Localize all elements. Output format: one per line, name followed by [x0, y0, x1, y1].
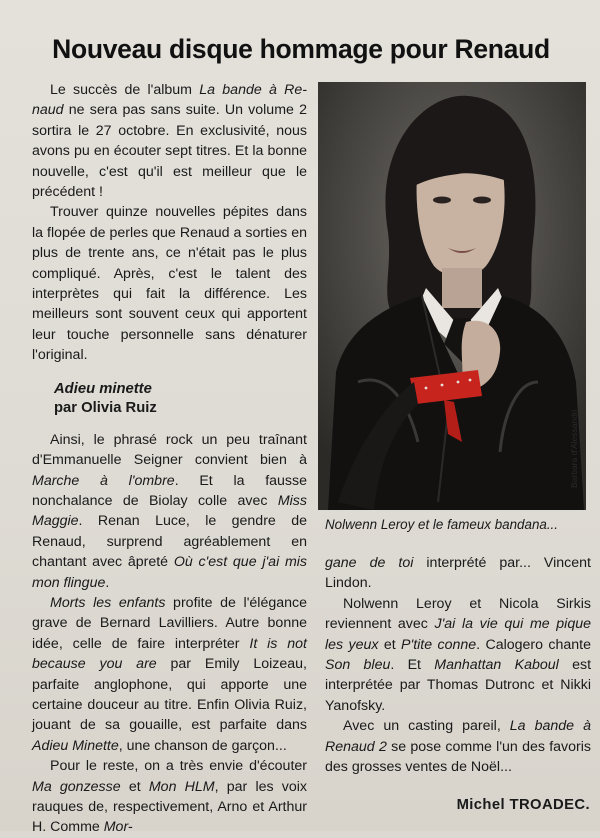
text-run: ne sera pas sans suite. Un volume 2 sortira le 27 octobre. En exclusivité, nous avons pu en écouter sept titres. Et la bonne nouvelle, c'est qu'il est meilleur que le précédent ! — [32, 102, 307, 201]
article-headline: Nouveau disque hommage pour Renaud — [52, 34, 550, 64]
text-run: . Renan Luce, le gendre de Renaud, surprend agréablement en chantant avec âpreté — [32, 513, 307, 571]
song-title: Morts les enfants — [50, 594, 166, 611]
song-title: Marche à l'ombre — [32, 472, 175, 489]
text-run: Nolwenn Leroy et Nicola Sirkis reviennent avec — [325, 595, 591, 633]
text-run: Ainsi, le phrasé rock un peu traînant d'Emmanuelle Seigner convient bien à — [32, 431, 307, 469]
album-title: La bande à Renaud 2 — [325, 718, 591, 755]
song-title: P'tite conne — [401, 636, 477, 653]
portrait-illustration — [318, 82, 586, 510]
song-title: Ma gonzesse — [32, 778, 121, 795]
text-run: profite de l'élégance grave de Bernard Lavilliers. Autre bonne idée, celle de faire interpréter — [32, 594, 307, 652]
article-subhead — [54, 380, 307, 418]
text-run: . Calogero chante — [476, 636, 591, 653]
text-run: . Et — [390, 657, 435, 674]
text-run: . Et la fausse nonchalance de Biolay colle avec — [32, 472, 307, 509]
album-title: La bande à Re-naud — [32, 82, 307, 119]
song-title: J'ai la vie qui me pique les yeux — [325, 616, 591, 653]
body-paragraph-7 — [325, 594, 591, 716]
song-title: Adieu Minette — [32, 737, 119, 754]
subhead-title: Adieu minette — [54, 380, 152, 397]
photo-caption: Nolwenn Leroy et le fameux bandana... — [325, 517, 558, 532]
article-photo — [318, 82, 586, 510]
article-left-column — [32, 80, 307, 838]
photo-credit: Barbara d'Alessandri — [569, 409, 579, 488]
body-paragraph-5 — [32, 756, 307, 838]
body-paragraph-4 — [32, 593, 307, 756]
text-run: , une chanson de garçon... — [118, 737, 287, 754]
intro-paragraph-2: Trouver quinze nouvelles pépites dans la flopée de perles que Renaud a sorties en plus de trente ans, ce n'était pas le plus compliqué. Après, c'est le talent des interprètes qui fait la différence. Les meilleurs sont souvent ceux qui apportent leur touche personnelle sans dénaturer l'original. — [32, 204, 307, 364]
body-paragraph-6 — [325, 553, 591, 594]
author-signature: Michel TROADEC. — [456, 797, 590, 813]
text-run: se pose comme l'un des favoris des grosses ventes de Noël... — [325, 738, 592, 776]
song-title: Miss Maggie — [32, 492, 307, 530]
body-paragraph-3 — [32, 430, 307, 593]
song-title: Mon HLM — [148, 778, 215, 795]
song-title: Où c'est que j'ai mis mon flingue — [32, 554, 308, 591]
song-title: Son bleu — [325, 657, 391, 674]
text-run: et — [120, 778, 149, 795]
text-run: , par les voix rauques de, respectivement, Arno et Arthur H. Comme — [32, 778, 307, 836]
text-run: Le succès de l'album — [50, 82, 200, 98]
intro-paragraph-1 — [32, 80, 307, 202]
text-run: par Emily Loizeau, parfaite anglophone, qui apporte une certaine douceur au titre. Enfin Olivia Ruiz, jouant de sa gouaille, est parfaite dans — [32, 656, 307, 734]
subhead-byline: par Olivia Ruiz — [54, 399, 157, 416]
song-title: Manhattan Kaboul — [434, 657, 559, 674]
text-run: Pour le reste, on a très envie d'écouter — [50, 758, 307, 775]
text-run: et — [378, 636, 402, 653]
song-title: gane de toi — [325, 555, 414, 571]
text-run: est interprétée par Thomas Dutronc et Nikki Yanofsky. — [325, 657, 592, 714]
song-title: It is not because you are — [32, 635, 307, 673]
text-run: Avec un casting pareil, — [343, 718, 510, 735]
song-title: Mor- — [103, 819, 133, 836]
article-right-column — [325, 553, 591, 777]
body-paragraph-8 — [325, 716, 591, 777]
text-run: interprété par... Vincent Lindon. — [325, 555, 591, 592]
text-run: . — [105, 574, 110, 591]
